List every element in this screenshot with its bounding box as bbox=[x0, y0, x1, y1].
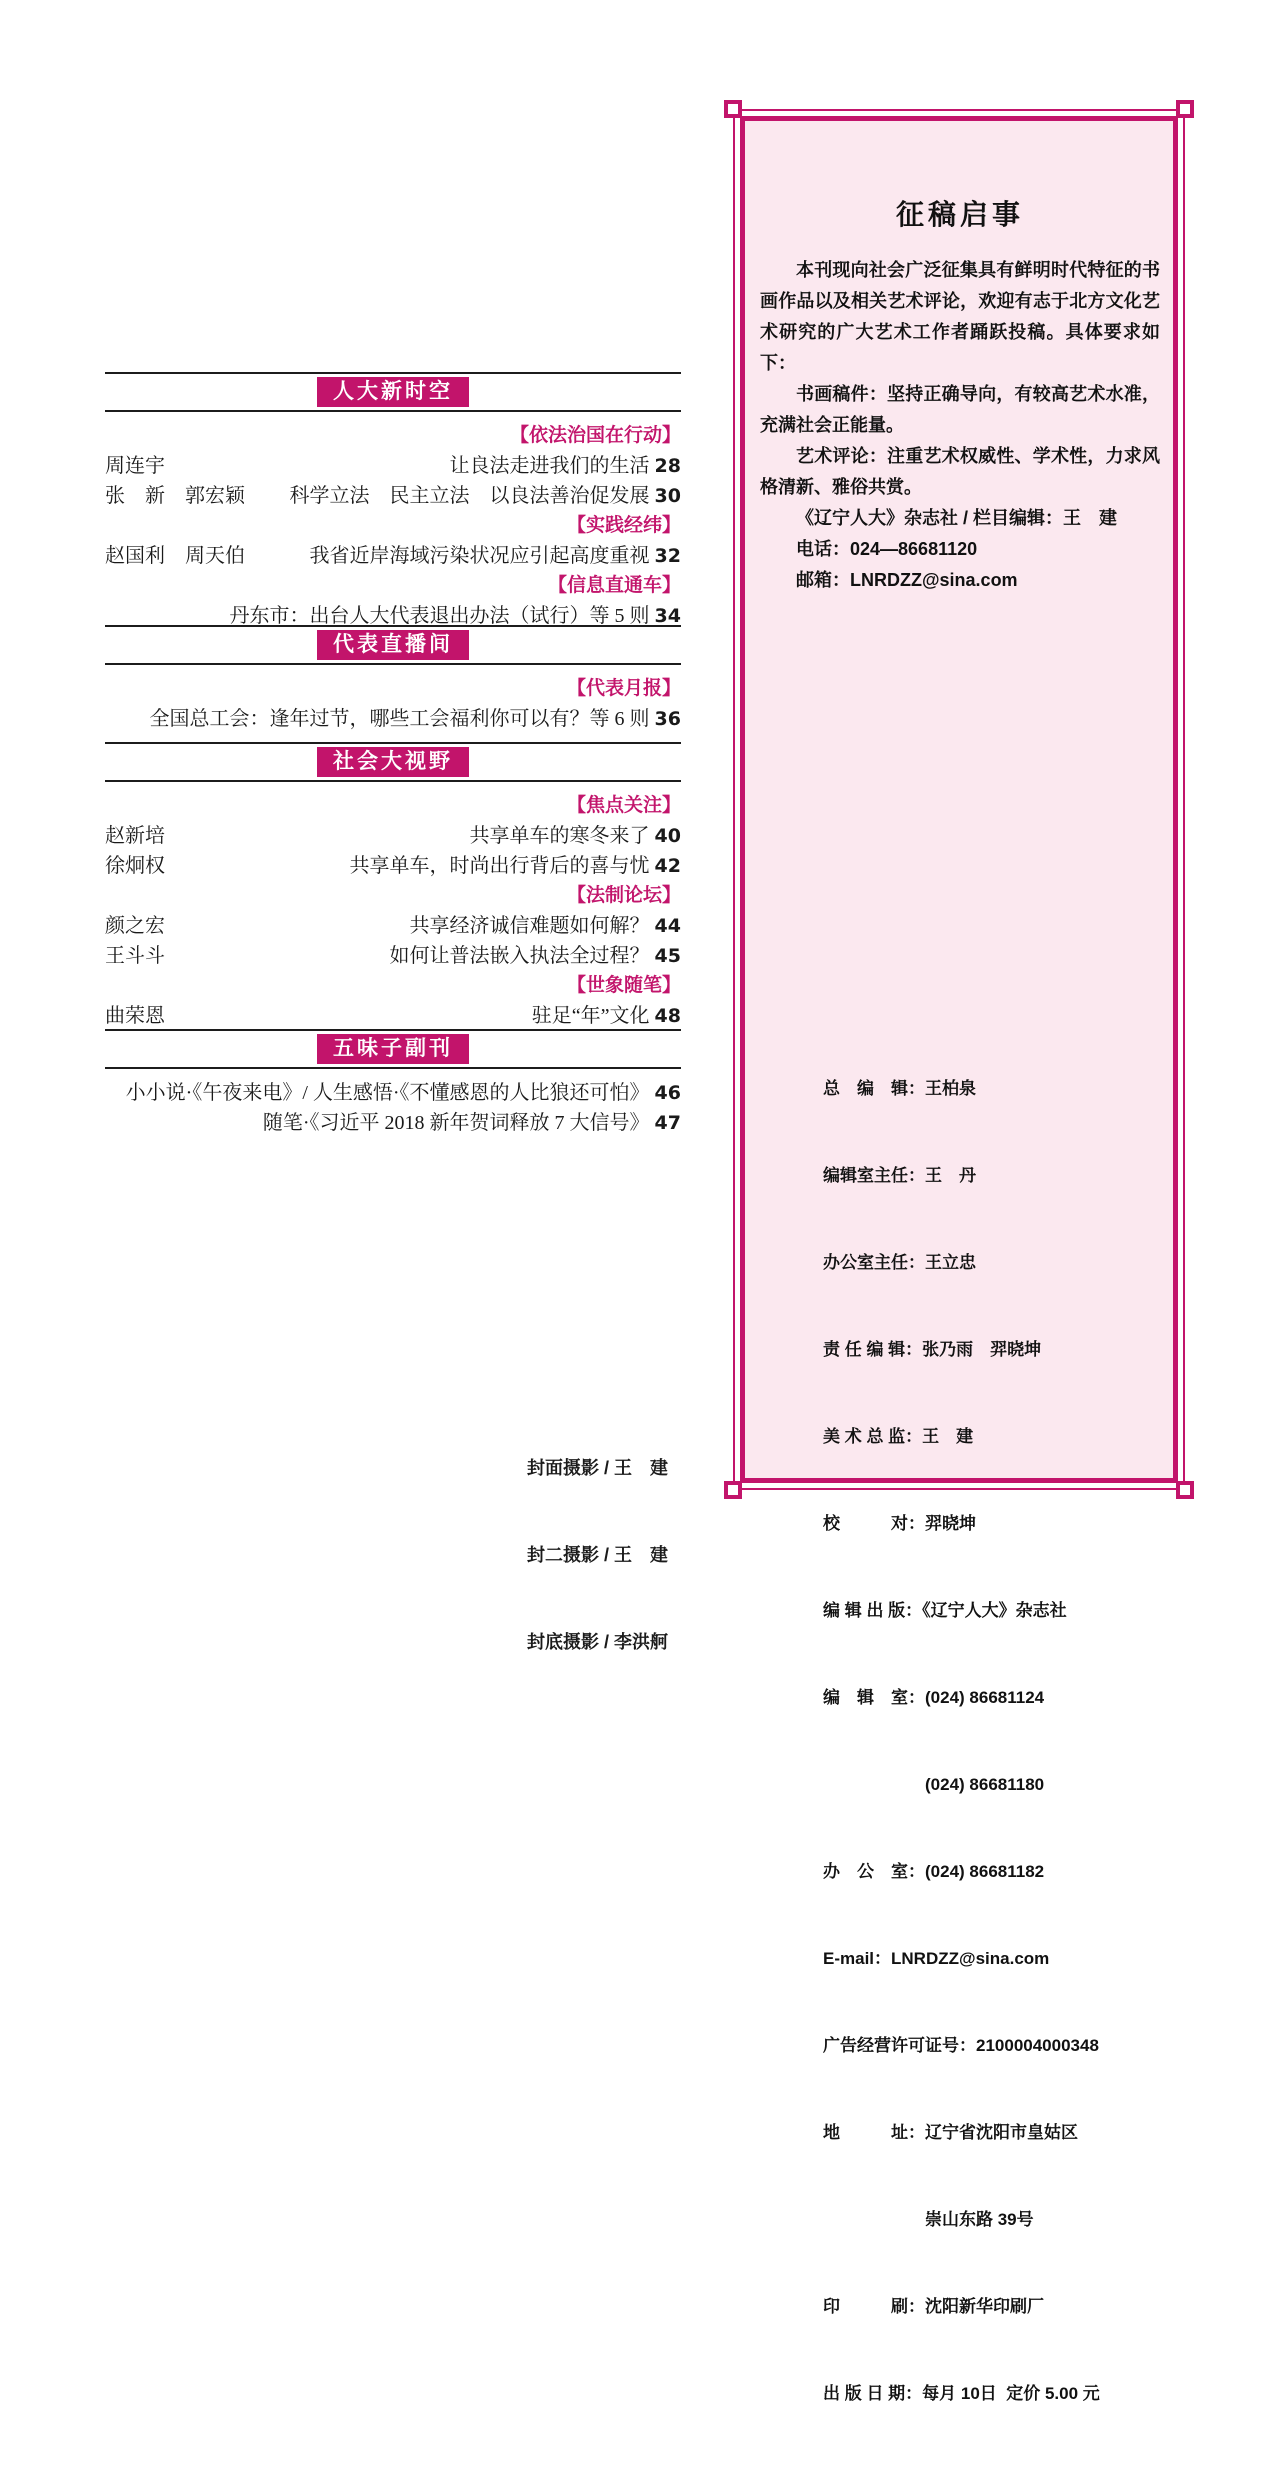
toc-title: 共享单车，时尚出行背后的喜与忧 bbox=[349, 855, 650, 877]
notice-contact-line: 电话：024—86681120 bbox=[796, 539, 978, 559]
staff-line: 校 对：羿晓坤 bbox=[823, 1514, 976, 1533]
toc-subsection-label: 【世象随笔】 bbox=[566, 975, 681, 996]
staff-line: 总 编 辑：王柏泉 bbox=[823, 1079, 976, 1098]
section-rows bbox=[105, 421, 681, 631]
notice-panel bbox=[733, 109, 1185, 2403]
staff-line: (024) 86681180 bbox=[823, 1775, 1045, 1794]
toc-subsection-label: 【依法治国在行动】 bbox=[509, 425, 681, 446]
toc-page-number: 34 bbox=[654, 605, 681, 627]
section-header bbox=[105, 372, 681, 412]
staff-line: 办 公 室：(024) 86681182 bbox=[823, 1862, 1045, 1881]
staff-line: 责 任 编 辑：张乃雨 羿晓坤 bbox=[823, 1340, 1042, 1359]
toc-item bbox=[105, 451, 681, 481]
toc-title: 共享经济诚信难题如何解？ bbox=[409, 915, 650, 937]
toc-title: 驻足“年”文化 bbox=[531, 1005, 650, 1027]
credit-line: 封面摄影 / 王 建 bbox=[526, 1458, 668, 1478]
toc-authors: 徐炯权 bbox=[105, 855, 165, 877]
notice-contact-line: 邮箱：LNRDZZ@sina.com bbox=[796, 570, 1018, 590]
toc-title: 科学立法 民主立法 以良法善治促发展 bbox=[289, 485, 650, 507]
toc-title: 全国总工会：逢年过节，哪些工会福利你可以有？等 6 则 bbox=[149, 708, 650, 730]
toc-authors: 颜之宏 bbox=[105, 915, 165, 937]
toc-page-number: 40 bbox=[654, 825, 681, 847]
notice-contact-line: 《辽宁人大》杂志社 / 栏目编辑：王 建 bbox=[796, 508, 1118, 528]
toc-authors: 赵新培 bbox=[105, 825, 165, 847]
toc-page-number: 46 bbox=[654, 1082, 681, 1104]
staff-line: 编 辑 出 版：《辽宁人大》杂志社 bbox=[823, 1601, 1067, 1620]
section-badge: 代表直播间 bbox=[317, 630, 469, 660]
masthead-staff-list bbox=[823, 1016, 1100, 2466]
corner-knot-ornament bbox=[1176, 1481, 1194, 1499]
staff-line: 地 址：辽宁省沈阳市皇姑区 bbox=[823, 2123, 1078, 2142]
toc-page-number: 48 bbox=[654, 1005, 681, 1027]
notice-paragraph: 艺术评论：注重艺术权威性、学术性，力求风格清新、雅俗共赏。 bbox=[760, 446, 1160, 497]
staff-line: 美 术 总 监：王 建 bbox=[823, 1427, 974, 1446]
staff-line: 印 刷：沈阳新华印刷厂 bbox=[823, 2297, 1044, 2316]
toc-item bbox=[105, 704, 681, 734]
section-badge: 人大新时空 bbox=[317, 377, 469, 407]
toc-title: 共享单车的寒冬来了 bbox=[469, 825, 650, 847]
section-badge: 五味子副刊 bbox=[317, 1034, 469, 1064]
notice-paragraph: 本刊现向社会广泛征集具有鲜明时代特征的书画作品以及相关艺术评论，欢迎有志于北方文化艺术研究的广大艺术工作者踊跃投稿。具体要求如下： bbox=[760, 260, 1160, 373]
toc-subsection-label: 【信息直通车】 bbox=[547, 575, 681, 596]
toc-page-number: 36 bbox=[654, 708, 681, 730]
toc-page-number: 42 bbox=[654, 855, 681, 877]
staff-line: 广告经营许可证号：2100004000348 bbox=[823, 2036, 1099, 2055]
section-rows bbox=[105, 791, 681, 1031]
toc-item bbox=[105, 541, 681, 571]
notice-content bbox=[760, 121, 1160, 596]
toc-title: 小小说·《午夜来电》/ 人生感悟·《不懂感恩的人比狼还可怕》 bbox=[125, 1082, 650, 1104]
toc-title: 丹东市：出台人大代表退出办法（试行）等 5 则 bbox=[229, 605, 650, 627]
toc-item bbox=[105, 1078, 681, 1108]
toc-item bbox=[105, 481, 681, 511]
corner-knot-ornament bbox=[1176, 100, 1194, 118]
toc-page-number: 44 bbox=[654, 915, 681, 937]
notice-paragraph: 书画稿件：坚持正确导向，有较高艺术水准，充满社会正能量。 bbox=[760, 384, 1160, 435]
toc-item bbox=[105, 1108, 681, 1138]
notice-frame-inner bbox=[740, 116, 1178, 2403]
toc-page-number: 30 bbox=[654, 485, 681, 507]
toc-subsection-label: 【实践经纬】 bbox=[566, 515, 681, 536]
toc-item bbox=[105, 821, 681, 851]
staff-line: 崇山东路 39号 bbox=[823, 2210, 1034, 2229]
notice-title: 征稿启事 bbox=[895, 199, 1024, 230]
section-badge: 社会大视野 bbox=[317, 747, 469, 777]
toc-subsection-label: 【代表月报】 bbox=[566, 678, 681, 699]
toc-section-daibiaozhiboJian bbox=[105, 625, 681, 734]
toc-item bbox=[105, 851, 681, 881]
section-header bbox=[105, 742, 681, 782]
staff-line: 出 版 日 期：每月 10日 定价 5.00 元 bbox=[823, 2384, 1100, 2403]
toc-page-number: 28 bbox=[654, 455, 681, 477]
section-rows bbox=[105, 1078, 681, 1138]
credit-line: 封二摄影 / 王 建 bbox=[526, 1545, 668, 1565]
toc-title: 随笔·《习近平 2018 新年贺词释放 7 大信号》 bbox=[262, 1112, 650, 1134]
toc-authors: 赵国利 周天伯 bbox=[105, 545, 245, 567]
toc-item bbox=[105, 941, 681, 971]
toc-item bbox=[105, 911, 681, 941]
toc-authors: 王斗斗 bbox=[105, 945, 165, 967]
section-header bbox=[105, 625, 681, 665]
toc-page-number: 32 bbox=[654, 545, 681, 567]
toc-item bbox=[105, 1001, 681, 1031]
toc-authors: 张 新 郭宏颖 bbox=[105, 485, 245, 507]
section-header bbox=[105, 1029, 681, 1069]
staff-line: 办公室主任：王立忠 bbox=[823, 1253, 976, 1272]
toc-section-rendaxinshikong bbox=[105, 372, 681, 631]
toc-section-shehuidashiye bbox=[105, 742, 681, 1031]
toc-title: 让良法走进我们的生活 bbox=[449, 455, 650, 477]
toc-authors: 曲荣恩 bbox=[105, 1005, 165, 1027]
cover-credits bbox=[527, 1396, 668, 1686]
toc-authors: 周连宇 bbox=[105, 455, 165, 477]
toc-subsection-label: 【法制论坛】 bbox=[566, 885, 681, 906]
staff-line: 编辑室主任：王 丹 bbox=[823, 1166, 976, 1185]
credit-line: 封底摄影 / 李洪舸 bbox=[526, 1632, 668, 1652]
toc-title: 如何让普法嵌入执法全过程？ bbox=[389, 945, 650, 967]
toc-page-number: 45 bbox=[654, 945, 681, 967]
toc-page-number: 47 bbox=[654, 1112, 681, 1134]
toc-section-wuweizifukan bbox=[105, 1029, 681, 1138]
toc-title: 我省近岸海域污染状况应引起高度重视 bbox=[309, 545, 650, 567]
corner-knot-ornament bbox=[724, 1481, 742, 1499]
toc-subsection-label: 【焦点关注】 bbox=[566, 795, 681, 816]
staff-line: 编 辑 室：(024) 86681124 bbox=[823, 1688, 1045, 1707]
corner-knot-ornament bbox=[724, 100, 742, 118]
staff-line: E-mail：LNRDZZ@sina.com bbox=[823, 1949, 1050, 1968]
section-rows bbox=[105, 674, 681, 734]
